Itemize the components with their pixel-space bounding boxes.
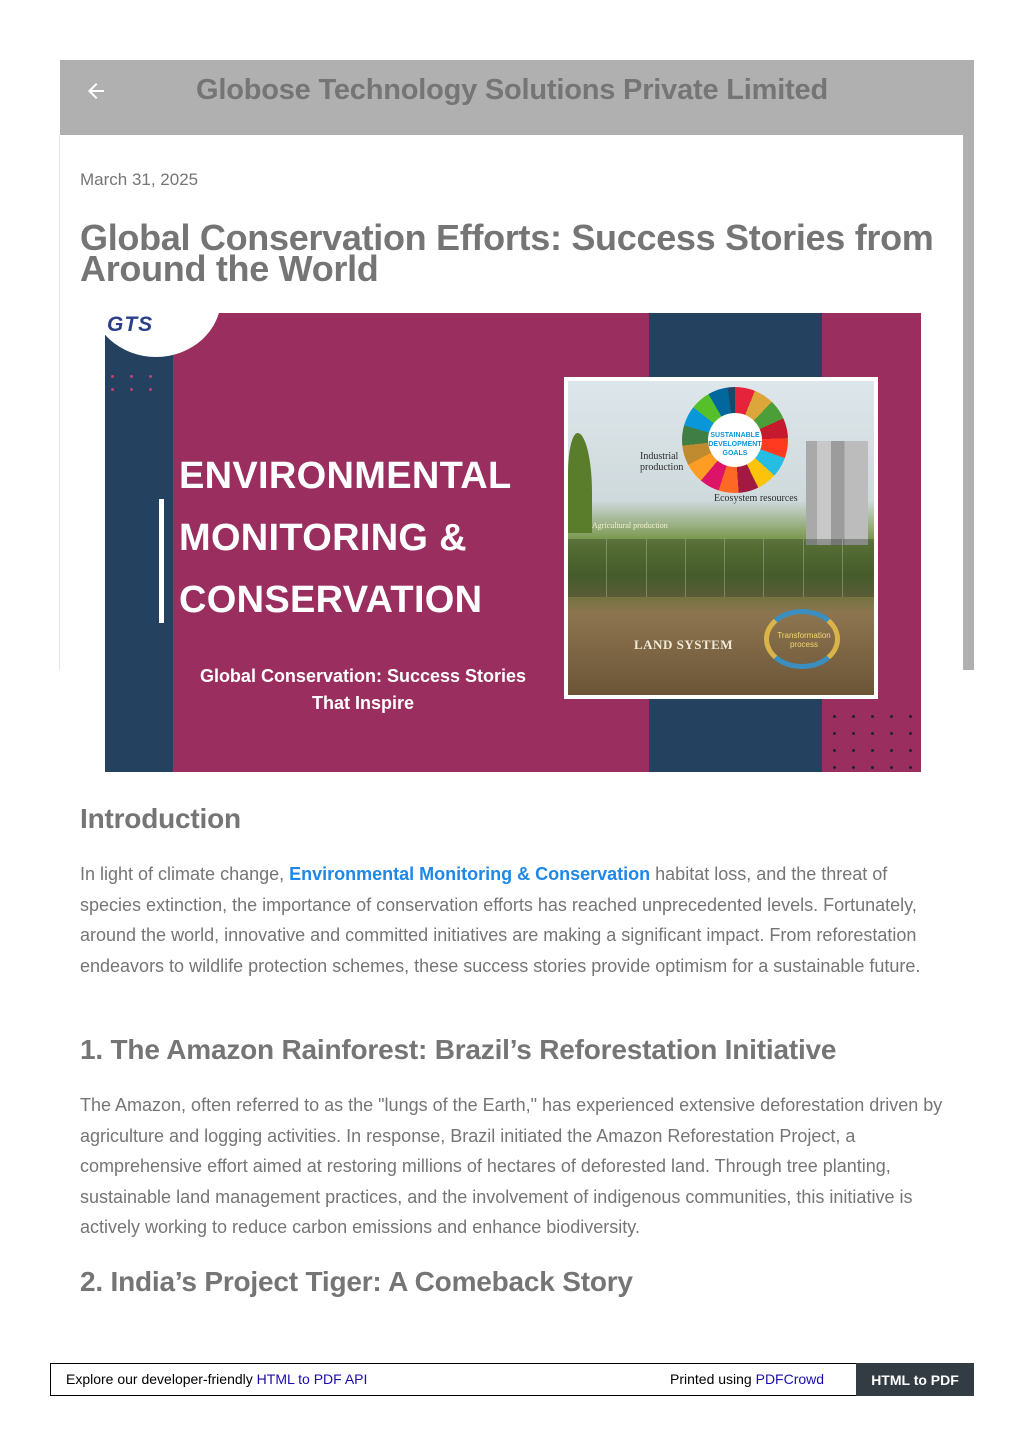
- hero-subheading: Global Conservation: Success Stories That Inspire: [199, 666, 527, 713]
- industrial-label: Industrial production: [640, 451, 684, 473]
- section-heading-introduction: Introduction: [80, 803, 241, 834]
- footer-printed-text: Printed using: [670, 1371, 756, 1387]
- gts-logo: GTS: [107, 313, 154, 336]
- site-title[interactable]: Globose Technology Solutions Private Limited: [196, 74, 828, 106]
- sdg-icon-strip: [568, 539, 878, 597]
- hero-accent-bar: [159, 499, 164, 623]
- intro-text-rest: habitat loss, and the threat of species extinction, the importance of conservation efforts has reached unprecedented levels. Fortunately, around the world, innovative and committed initiatives are making a significant impact. From reforestation endeavors to wildlife protection schemes, these success stories provide optimism for a sustainable future.: [80, 864, 921, 976]
- dots-decoration-bottom: [833, 715, 912, 769]
- post-date: March 31, 2025: [80, 170, 199, 189]
- goals-label: SUSTAINABLE DEVELOPMENT GOALS: [708, 432, 762, 457]
- amazon-paragraph: The Amazon, often referred to as the "lungs of the Earth," has experienced extensive deforestation driven by agriculture and logging activities. In response, Brazil initiated the Amazon Reforestation Project, a comprehensive effort aimed at restoring millions of hectares of deforested land. Through tree planting, sustainable land management practices, and the involvement of indigenous communities, this initiative is actively working to reduce carbon emissions and enhance biodiversity.: [80, 1095, 943, 1238]
- footer-explore: [66, 1371, 367, 1387]
- ecosystem-label: Ecosystem resources: [714, 493, 798, 504]
- intro-paragraph: [80, 859, 946, 981]
- dots-decoration-top: [111, 375, 152, 391]
- back-button[interactable]: [82, 77, 110, 105]
- trees: [568, 433, 592, 533]
- scrollbar[interactable]: [963, 135, 974, 670]
- content-border: [59, 135, 60, 670]
- footer-printed: [670, 1371, 824, 1387]
- hero-image: [105, 313, 921, 772]
- hero-heading: ENVIRONMENTAL MONITORING & CONSERVATION: [179, 455, 511, 621]
- environmental-monitoring-link[interactable]: Environmental Monitoring & Conservation: [289, 864, 651, 884]
- city-buildings: [806, 441, 868, 545]
- html-to-pdf-api-link[interactable]: HTML to PDF API: [256, 1371, 368, 1387]
- cycle-label: Transformation process: [777, 631, 831, 649]
- pdfcrowd-footer: [50, 1363, 974, 1396]
- sdg-land-photo: [564, 377, 878, 699]
- agricultural-label: Agricultural production: [592, 521, 668, 530]
- arrow-left-icon: [84, 79, 108, 103]
- section-heading-amazon: 1. The Amazon Rainforest: Brazil’s Reforestation Initiative: [80, 1034, 837, 1065]
- section-heading-project-tiger: 2. India’s Project Tiger: A Comeback Story: [80, 1266, 633, 1297]
- app-header: [60, 60, 974, 135]
- pdfcrowd-link[interactable]: PDFCrowd: [755, 1371, 825, 1387]
- footer-explore-text: Explore our developer-friendly: [66, 1371, 257, 1387]
- intro-text-start: In light of climate change,: [80, 864, 290, 884]
- html-to-pdf-button[interactable]: HTML to PDF: [856, 1363, 974, 1396]
- post-title: Global Conservation Efforts: Success Stories from Around the World: [80, 217, 934, 289]
- land-system-label: LAND SYSTEM: [634, 637, 734, 652]
